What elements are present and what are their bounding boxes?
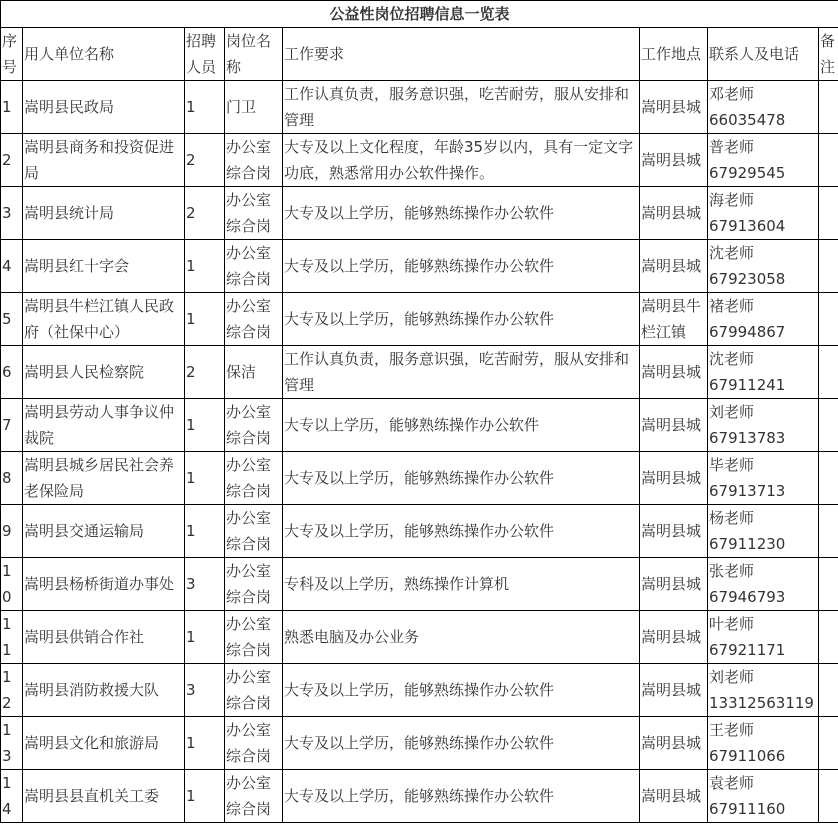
contact-phone: 67911230	[709, 535, 786, 553]
cell-requirement: 大专及以上学历，能够熟练操作办公软件	[283, 664, 640, 717]
cell-contact	[708, 81, 819, 134]
cell-employer: 嵩明县城乡居民社会养老保险局	[23, 452, 185, 505]
cell-location: 嵩明县城	[640, 717, 708, 770]
cell-requirement: 熟悉电脑及办公业务	[283, 611, 640, 664]
cell-location: 嵩明县城	[640, 611, 708, 664]
cell-location: 嵩明县城	[640, 134, 708, 187]
cell-contact	[708, 505, 819, 558]
cell-employer: 嵩明县供销合作社	[23, 611, 185, 664]
contact-name: 王老师	[709, 721, 755, 739]
cell-location: 嵩明县城	[640, 770, 708, 823]
cell-location: 嵩明县城	[640, 81, 708, 134]
table-row	[1, 452, 838, 505]
cell-location: 嵩明县城	[640, 240, 708, 293]
cell-count: 3	[185, 558, 225, 611]
cell-position: 办公室综合岗	[225, 717, 283, 770]
header-position: 岗位名称	[225, 28, 283, 81]
cell-position: 办公室综合岗	[225, 452, 283, 505]
cell-count: 1	[185, 770, 225, 823]
cell-requirement: 大专及以上学历，能够熟练操作办公软件	[283, 770, 640, 823]
cell-remark	[819, 611, 838, 664]
cell-index: 8	[1, 452, 23, 505]
cell-index: 14	[1, 770, 23, 823]
contact-phone: 66035478	[709, 111, 786, 129]
cell-position: 办公室综合岗	[225, 611, 283, 664]
cell-requirement: 工作认真负责，服务意识强，吃苦耐劳，服从安排和管理	[283, 81, 640, 134]
table-row	[1, 717, 838, 770]
contact-name: 袁老师	[709, 774, 755, 792]
cell-position: 办公室综合岗	[225, 240, 283, 293]
contact-name: 刘老师	[709, 668, 755, 686]
cell-count: 1	[185, 717, 225, 770]
cell-remark	[819, 717, 838, 770]
cell-index: 2	[1, 134, 23, 187]
cell-index: 3	[1, 187, 23, 240]
cell-index: 10	[1, 558, 23, 611]
header-count: 招聘人员	[185, 28, 225, 81]
table-row	[1, 505, 838, 558]
cell-remark	[819, 293, 838, 346]
cell-employer: 嵩明县消防救援大队	[23, 664, 185, 717]
cell-location: 嵩明县城	[640, 346, 708, 399]
table-title: 公益性岗位招聘信息一览表	[1, 1, 838, 28]
cell-location: 嵩明县城	[640, 505, 708, 558]
cell-employer: 嵩明县杨桥街道办事处	[23, 558, 185, 611]
contact-phone: 67994867	[709, 323, 786, 341]
cell-employer: 嵩明县人民检察院	[23, 346, 185, 399]
cell-remark	[819, 81, 838, 134]
cell-count: 2	[185, 187, 225, 240]
cell-count: 2	[185, 346, 225, 399]
cell-count: 1	[185, 452, 225, 505]
cell-position: 办公室综合岗	[225, 134, 283, 187]
cell-position: 办公室综合岗	[225, 770, 283, 823]
cell-location: 嵩明县城	[640, 558, 708, 611]
cell-location: 嵩明县城	[640, 452, 708, 505]
table-row	[1, 293, 838, 346]
cell-remark	[819, 134, 838, 187]
cell-contact	[708, 240, 819, 293]
cell-index: 9	[1, 505, 23, 558]
table-row	[1, 664, 838, 717]
cell-position: 办公室综合岗	[225, 664, 283, 717]
cell-remark	[819, 399, 838, 452]
cell-position: 保洁	[225, 346, 283, 399]
contact-phone: 67923058	[709, 270, 786, 288]
cell-index: 7	[1, 399, 23, 452]
cell-employer: 嵩明县文化和旅游局	[23, 717, 185, 770]
contact-phone: 13312563119	[709, 694, 814, 712]
contact-phone: 67913713	[709, 482, 786, 500]
cell-index: 5	[1, 293, 23, 346]
cell-contact	[708, 611, 819, 664]
cell-requirement: 大专及以上学历，能够熟练操作办公软件	[283, 505, 640, 558]
cell-contact	[708, 770, 819, 823]
cell-location: 嵩明县牛栏江镇	[640, 293, 708, 346]
contact-name: 叶老师	[709, 615, 755, 633]
cell-count: 1	[185, 81, 225, 134]
cell-requirement: 大专及以上学历，能够熟练操作办公软件	[283, 187, 640, 240]
cell-employer: 嵩明县县直机关工委	[23, 770, 185, 823]
contact-name: 沈老师	[709, 350, 755, 368]
cell-count: 1	[185, 399, 225, 452]
table-row	[1, 187, 838, 240]
contact-phone: 67929545	[709, 164, 786, 182]
contact-phone: 67911241	[709, 376, 786, 394]
header-index: 序号	[1, 28, 23, 81]
table-row	[1, 346, 838, 399]
cell-contact	[708, 452, 819, 505]
contact-name: 沈老师	[709, 244, 755, 262]
contact-name: 刘老师	[709, 403, 755, 421]
cell-remark	[819, 558, 838, 611]
cell-contact	[708, 187, 819, 240]
contact-phone: 67911160	[709, 800, 786, 818]
cell-position: 门卫	[225, 81, 283, 134]
contact-phone: 67921171	[709, 641, 786, 659]
cell-index: 4	[1, 240, 23, 293]
cell-count: 3	[185, 664, 225, 717]
cell-count: 1	[185, 293, 225, 346]
cell-remark	[819, 664, 838, 717]
table-row	[1, 611, 838, 664]
cell-requirement: 大专及以上学历，能够熟练操作办公软件	[283, 452, 640, 505]
cell-contact	[708, 664, 819, 717]
table-row	[1, 399, 838, 452]
cell-remark	[819, 187, 838, 240]
contact-name: 邓老师	[709, 85, 755, 103]
contact-phone: 67913604	[709, 217, 786, 235]
table-row	[1, 134, 838, 187]
header-employer: 用人单位名称	[23, 28, 185, 81]
contact-name: 毕老师	[709, 456, 755, 474]
contact-name: 张老师	[709, 562, 755, 580]
cell-position: 办公室综合岗	[225, 558, 283, 611]
cell-position: 办公室综合岗	[225, 505, 283, 558]
cell-count: 1	[185, 505, 225, 558]
cell-requirement: 工作认真负责，服务意识强，吃苦耐劳，服从安排和管理	[283, 346, 640, 399]
cell-employer: 嵩明县牛栏江镇人民政府（社保中心）	[23, 293, 185, 346]
table-row	[1, 81, 838, 134]
contact-phone: 67913783	[709, 429, 786, 447]
cell-contact	[708, 558, 819, 611]
cell-requirement: 大专及以上文化程度，年龄35岁以内，具有一定文字功底，熟悉常用办公软件操作。	[283, 134, 640, 187]
cell-employer: 嵩明县交通运输局	[23, 505, 185, 558]
cell-contact	[708, 399, 819, 452]
header-contact: 联系人及电话	[708, 28, 819, 81]
cell-remark	[819, 240, 838, 293]
cell-index: 12	[1, 664, 23, 717]
header-remark: 备注	[819, 28, 838, 81]
cell-remark	[819, 770, 838, 823]
contact-name: 普老师	[709, 138, 755, 156]
cell-employer: 嵩明县商务和投资促进局	[23, 134, 185, 187]
contact-name: 杨老师	[709, 509, 755, 527]
table-row	[1, 240, 838, 293]
cell-contact	[708, 717, 819, 770]
cell-position: 办公室综合岗	[225, 293, 283, 346]
cell-requirement: 大专及以上学历，能够熟练操作办公软件	[283, 717, 640, 770]
cell-index: 13	[1, 717, 23, 770]
contact-name: 褚老师	[709, 297, 755, 315]
cell-employer: 嵩明县红十字会	[23, 240, 185, 293]
cell-remark	[819, 452, 838, 505]
cell-location: 嵩明县城	[640, 399, 708, 452]
header-requirement: 工作要求	[283, 28, 640, 81]
contact-phone: 67946793	[709, 588, 786, 606]
cell-contact	[708, 293, 819, 346]
cell-index: 6	[1, 346, 23, 399]
cell-contact	[708, 346, 819, 399]
cell-count: 2	[185, 134, 225, 187]
cell-contact	[708, 134, 819, 187]
cell-position: 办公室综合岗	[225, 187, 283, 240]
contact-phone: 67911066	[709, 747, 786, 765]
table-row	[1, 770, 838, 823]
cell-remark	[819, 505, 838, 558]
cell-requirement: 专科及以上学历，熟练操作计算机	[283, 558, 640, 611]
cell-remark	[819, 346, 838, 399]
cell-employer: 嵩明县劳动人事争议仲裁院	[23, 399, 185, 452]
cell-employer: 嵩明县统计局	[23, 187, 185, 240]
header-location: 工作地点	[640, 28, 708, 81]
header-row	[1, 28, 838, 81]
contact-name: 海老师	[709, 191, 755, 209]
cell-index: 1	[1, 81, 23, 134]
cell-employer: 嵩明县民政局	[23, 81, 185, 134]
cell-location: 嵩明县城	[640, 664, 708, 717]
cell-requirement: 大专以上学历，能够熟练操作办公软件	[283, 399, 640, 452]
title-row	[1, 1, 838, 28]
cell-position: 办公室综合岗	[225, 399, 283, 452]
cell-count: 1	[185, 240, 225, 293]
cell-count: 1	[185, 611, 225, 664]
table-row	[1, 558, 838, 611]
cell-requirement: 大专及以上学历，能够熟练操作办公软件	[283, 240, 640, 293]
cell-index: 11	[1, 611, 23, 664]
cell-requirement: 大专及以上学历，能够熟练操作办公软件	[283, 293, 640, 346]
cell-location: 嵩明县城	[640, 187, 708, 240]
